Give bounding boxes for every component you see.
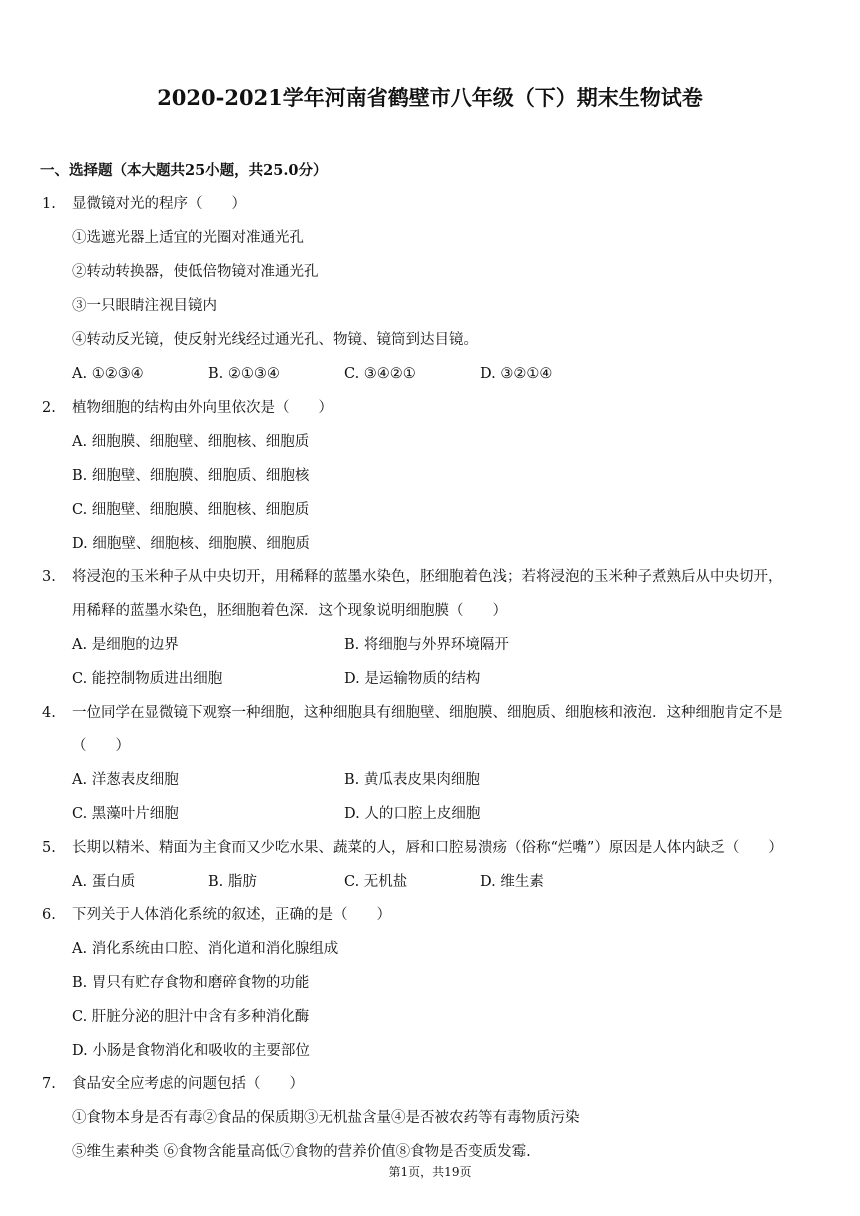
question-stem-cont: （ ）: [72, 738, 130, 754]
option-a: A. 蛋白质: [72, 874, 136, 890]
statement: ⑤维生素种类 ⑥食物含能量高低⑦食物的营养价值⑧食物是否变质发霉.: [72, 1144, 531, 1160]
option-c: C. 肝脏分泌的胆汁中含有多种消化酶: [72, 1009, 310, 1025]
option-a: A. 细胞膜、细胞壁、细胞核、细胞质: [72, 434, 310, 450]
option-a: A. 消化系统由口腔、消化道和消化腺组成: [72, 941, 339, 957]
option-b: B. 脂肪: [208, 874, 257, 890]
question-stem: 食品安全应考虑的问题包括（ ）: [72, 1076, 304, 1092]
question-number: 6.: [42, 907, 56, 923]
option-c: C. 能控制物质进出细胞: [72, 671, 223, 687]
option-a: A. 洋葱表皮细胞: [72, 772, 179, 788]
question-number: 1.: [42, 196, 56, 212]
page-footer: 第1页，共19页: [388, 1165, 472, 1179]
statement: ②转动转换器，使低倍物镜对准通光孔: [72, 264, 319, 280]
statement: ①选遮光器上适宜的光圈对准通光孔: [72, 230, 304, 246]
question-stem: 下列关于人体消化系统的叙述，正确的是（ ）: [72, 907, 391, 923]
option-c: C. 黑藻叶片细胞: [72, 806, 179, 822]
question-number: 7.: [42, 1076, 56, 1092]
option-b: B. 细胞壁、细胞膜、细胞质、细胞核: [72, 468, 310, 484]
question-stem: 一位同学在显微镜下观察一种细胞，这种细胞具有细胞壁、细胞膜、细胞质、细胞核和液泡．这种细胞肯定不是: [72, 705, 783, 721]
section-heading: 一、选择题（本大题共25小题，共25.0分）: [40, 162, 328, 179]
option-d: D. 小肠是食物消化和吸收的主要部位: [72, 1043, 310, 1059]
question-number: 4.: [42, 705, 56, 721]
question-number: 2.: [42, 400, 56, 416]
question-stem: 显微镜对光的程序（ ）: [72, 196, 246, 212]
option-c: C. 无机盐: [344, 874, 408, 890]
option-c: C. ③④②①: [344, 366, 416, 382]
option-b: B. ②①③④: [208, 366, 280, 382]
option-b: B. 将细胞与外界环境隔开: [344, 637, 509, 653]
option-d: D. 细胞壁、细胞核、细胞膜、细胞质: [72, 536, 310, 552]
question-stem: 将浸泡的玉米种子从中央切开，用稀释的蓝墨水染色，胚细胞着色浅；若将浸泡的玉米种子煮熟后从中央切开，: [72, 569, 783, 585]
question-number: 3.: [42, 569, 56, 585]
option-c: C. 细胞壁、细胞膜、细胞核、细胞质: [72, 502, 310, 518]
option-b: B. 胃只有贮存食物和磨碎食物的功能: [72, 975, 310, 991]
option-b: B. 黄瓜表皮果肉细胞: [344, 772, 480, 788]
question-stem: 植物细胞的结构由外向里依次是（ ）: [72, 400, 333, 416]
option-d: D. ③②①④: [480, 366, 553, 382]
question-stem: 长期以精米、精面为主食而又少吃水果、蔬菜的人，唇和口腔易溃疡（俗称“烂嘴”）原因是人体内缺乏（ ）: [72, 840, 783, 856]
option-a: A. 是细胞的边界: [72, 637, 179, 653]
option-a: A. ①②③④: [72, 366, 144, 382]
exam-title: 2020-2021学年河南省鹤壁市八年级（下）期末生物试卷: [157, 85, 703, 110]
question-number: 5.: [42, 840, 56, 856]
question-stem-cont: 用稀释的蓝墨水染色，胚细胞着色深．这个现象说明细胞膜（ ）: [72, 603, 507, 619]
option-d: D. 维生素: [480, 874, 544, 890]
statement: ①食物本身是否有毒②食品的保质期③无机盐含量④是否被农药等有毒物质污染: [72, 1110, 580, 1126]
option-d: D. 人的口腔上皮细胞: [344, 806, 481, 822]
statement: ④转动反光镜，使反射光线经过通光孔、物镜、镜筒到达目镜。: [72, 332, 478, 348]
option-d: D. 是运输物质的结构: [344, 671, 481, 687]
statement: ③一只眼睛注视目镜内: [72, 298, 217, 314]
